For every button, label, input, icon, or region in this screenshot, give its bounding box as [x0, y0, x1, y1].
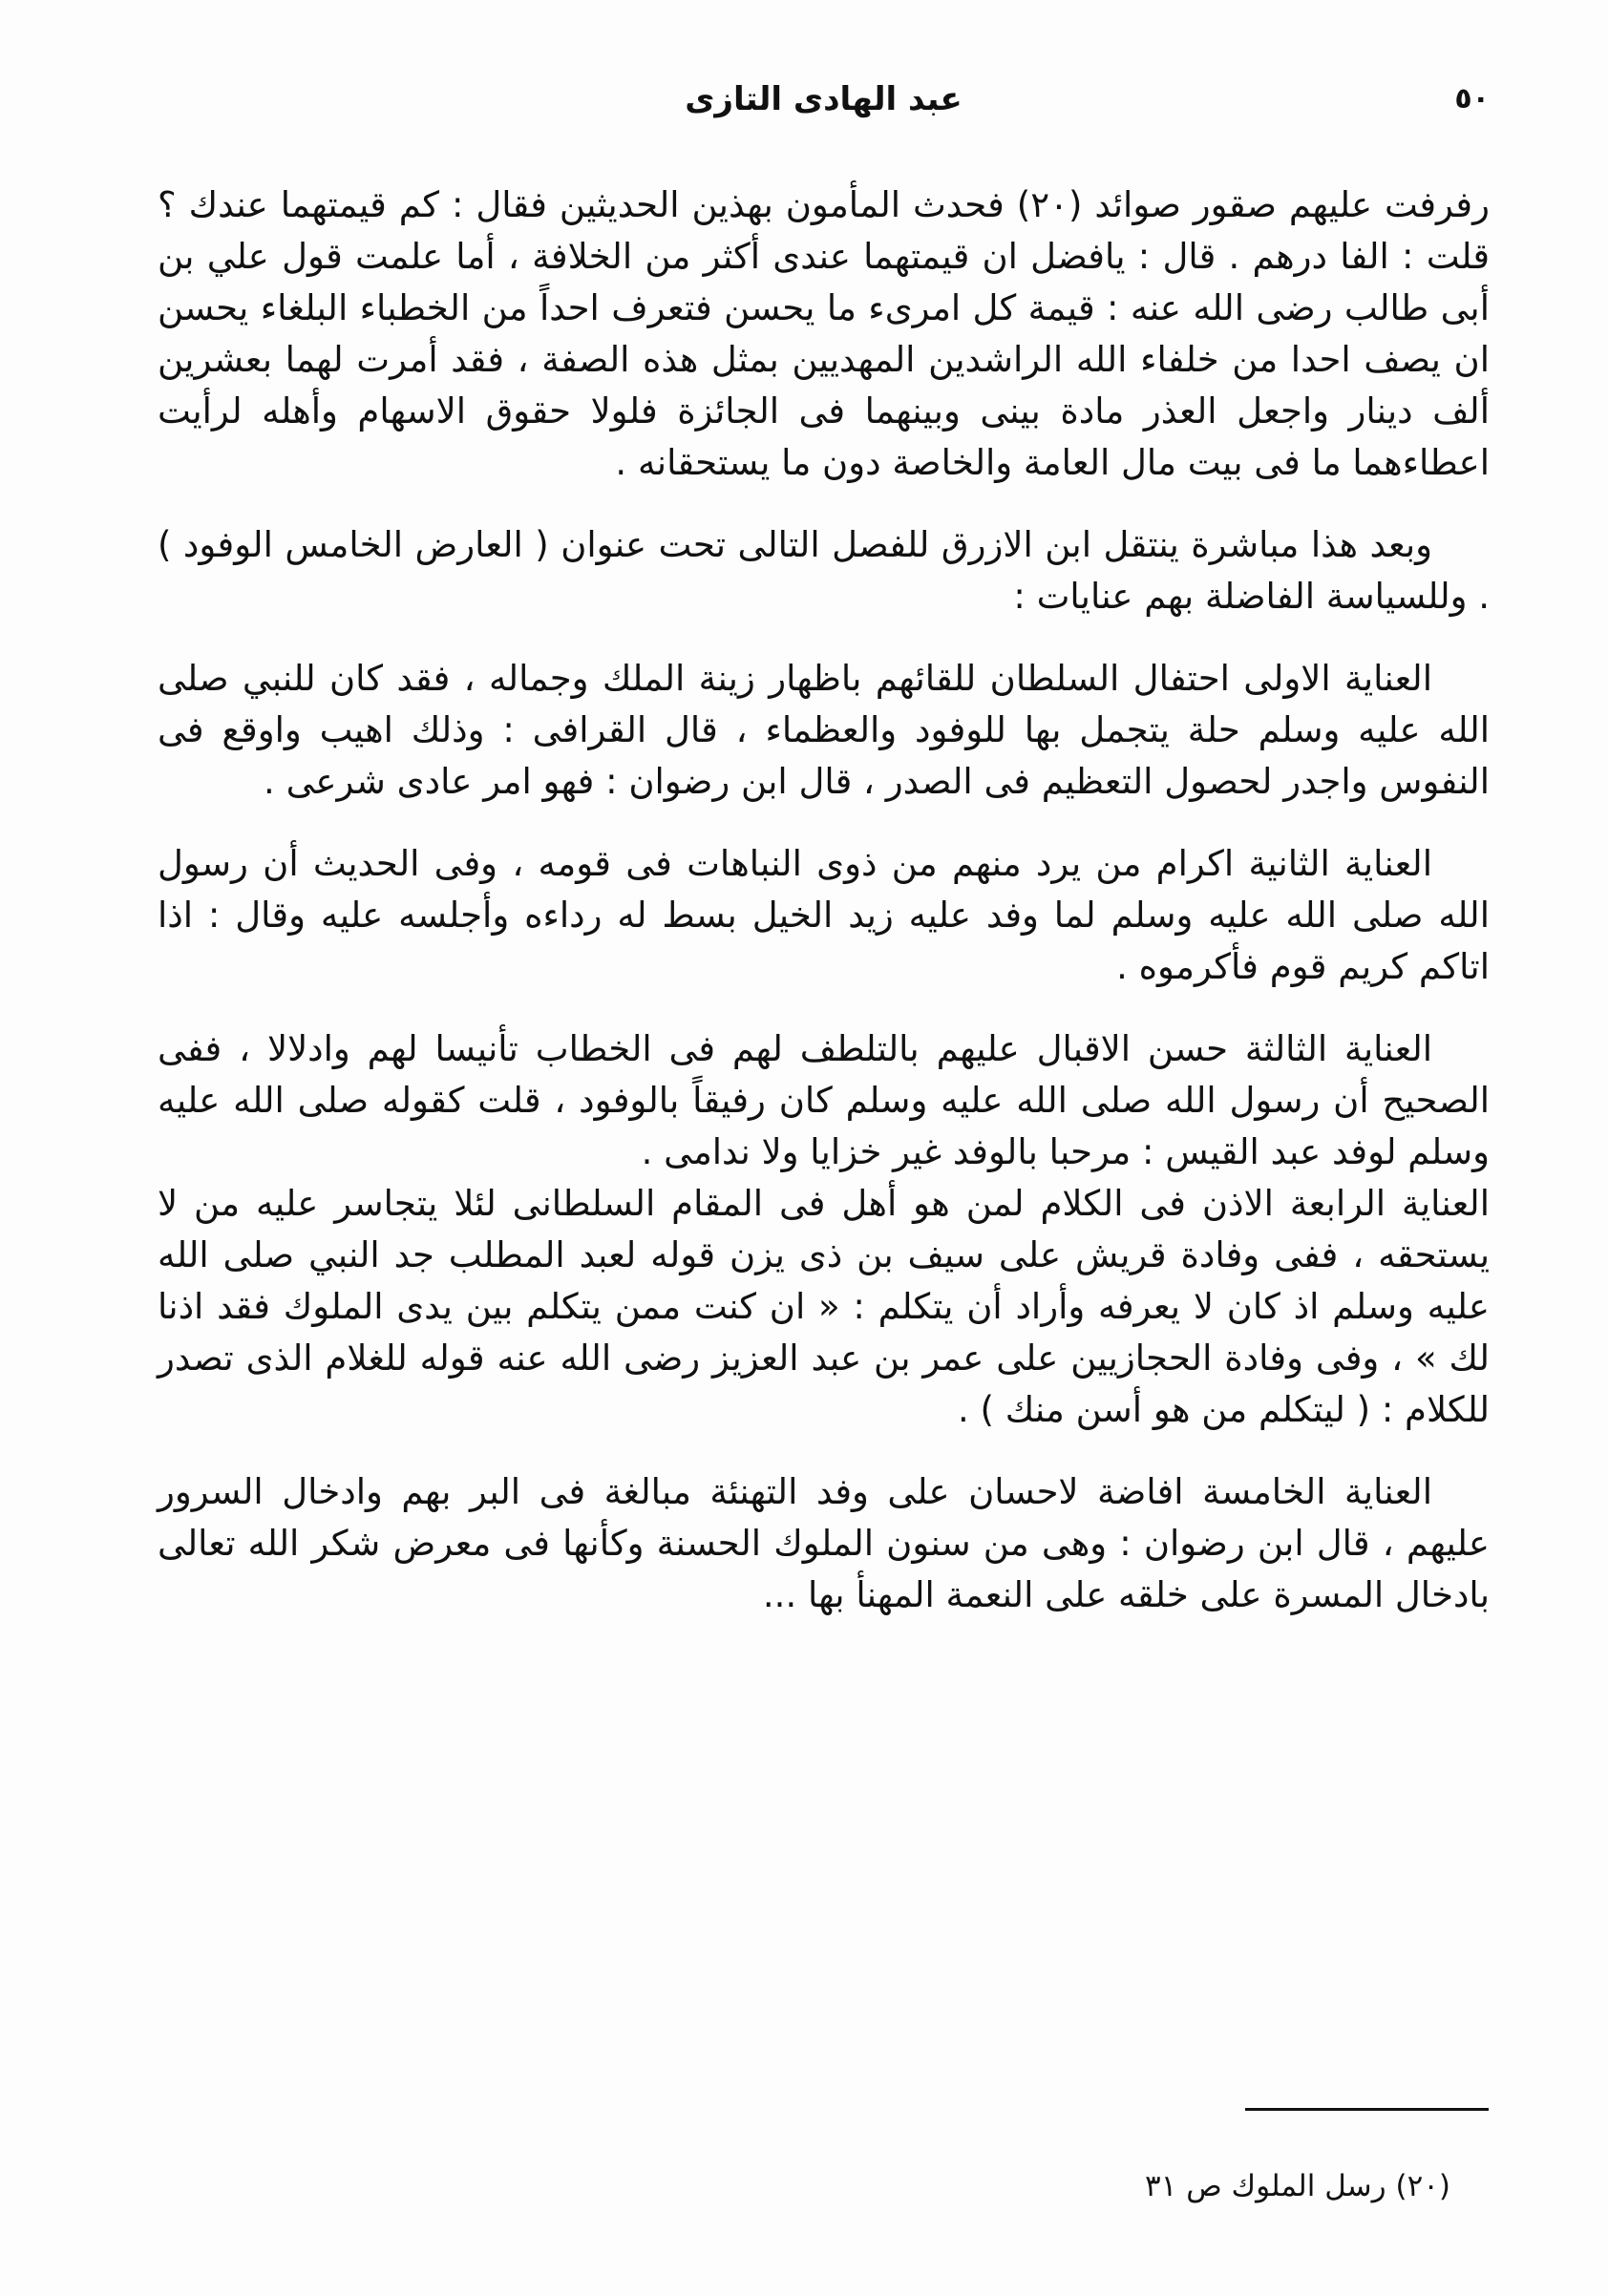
paragraph-5: العناية الثالثة حسن الاقبال عليهم بالتلطف لهم فى الخطاب تأنيسا لهم وادلالا ، ففى الصحيح أن رسول الله صلى الله عليه وسلم كان رفيقاً بالوفود ، قلت كقوله صلى الله عليه وسلم لوفد عبد القيس : مرحبا بالوفد غير خزايا ولا ندامى . — [158, 1028, 1490, 1172]
main-text — [158, 179, 1490, 1652]
running-title: عبد الهادى التازى — [685, 80, 963, 118]
paragraph-6: العناية الرابعة الاذن فى الكلام لمن هو أهل فى المقام السلطانى لئلا يتجاسر عليه من لا يستحقه ، ففى وفادة قريش على سيف بن ذى يزن قوله لعبد المطلب جد النبي صلى الله عليه وسلم اذ كان لا يعرفه وأراد أن يتكلم : « ان كنت ممن يتكلم بين يدى الملوك فقد اذنا لك » ، وفى وفادة الحجازيين على عمر بن عبد العزيز رضى الله عنه قوله للغلام الذى تصدر للكلام : ( ليتكلم من هو أسن منك ) . — [158, 1183, 1490, 1430]
paragraph-4: العناية الثانية اكرام من يرد منهم من ذوى النباهات فى قومه ، وفى الحديث أن رسول الله صلى الله عليه وسلم لما وفد عليه زيد الخيل بسط له رداءه وأجلسه عليه وقال : اذا اتاكم كريم قوم فأكرموه . — [158, 843, 1490, 987]
paragraph-2: وبعد هذا مباشرة ينتقل ابن الازرق للفصل التالى تحت عنوان ( العارض الخامس الوفود ) . وللسياسة الفاضلة بهم عنايات : — [158, 524, 1490, 617]
footnote-divider — [1245, 2108, 1489, 2111]
page-header — [158, 76, 1490, 134]
paragraph-1: رفرفت عليهم صقور صوائد (٢٠) فحدث المأمون بهذين الحديثين فقال : كم قيمتهما عندك ؟ قلت : الفا درهم . قال : يافضل ان قيمتهما عندى أكثر من الخلافة ، أما علمت قول علي بن أبى طالب رضى الله عنه : قيمة كل امرىء ما يحسن فتعرف احداً من الخطباء البلغاء يحسن ان يصف احدا من خلفاء الله الراشدين المهديين بمثل هذه الصفة ، فقد أمرت لهما بعشرين ألف دينار واجعل العذر مادة بينى وبينهما فى الجائزة فلولا حقوق الاسهام وأهله لرأيت اعطاءهما ما فى بيت مال العامة والخاصة دون ما يستحقانه . — [158, 184, 1490, 483]
footnote: (٢٠) رسل الملوك ص ٣١ — [1145, 2169, 1450, 2203]
page-number: ٥٠ — [1454, 82, 1490, 116]
paragraph-7: العناية الخامسة افاضة لاحسان على وفد التهنئة مبالغة فى البر بهم وادخال السرور عليهم ، قال ابن رضوان : وهى من سنون الملوك الحسنة وكأنها فى معرض شكر الله تعالى بادخال المسرة على خلقه على النعمة المهنأ بها ... — [158, 1471, 1490, 1615]
paragraph-3: العناية الاولى احتفال السلطان للقائهم باظهار زينة الملك وجماله ، فقد كان للنبي صلى الله عليه وسلم حلة يتجمل بها للوفود والعظماء ، قال القرافى : وذلك اهيب واوقع فى النفوس واجدر لحصول التعظيم فى الصدر ، قال ابن رضوان : فهو امر عادى شرعى . — [158, 658, 1490, 802]
